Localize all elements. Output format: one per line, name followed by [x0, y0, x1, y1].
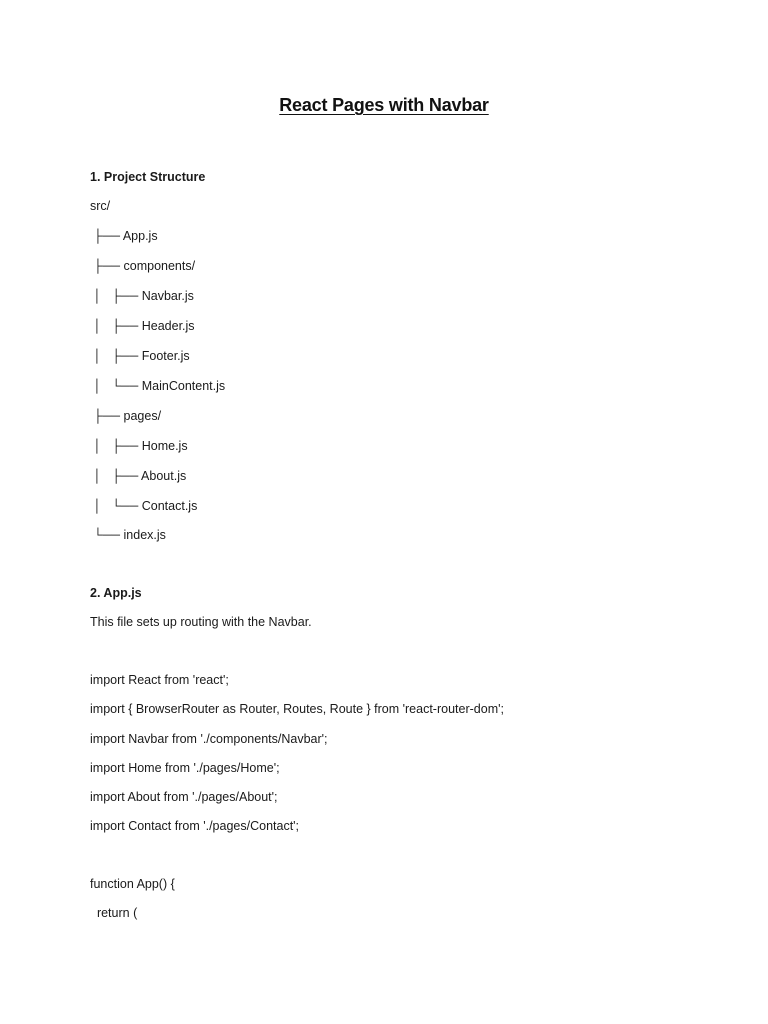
- tree-line: │ └── Contact.js: [90, 499, 198, 513]
- tree-line: │ ├── Home.js: [90, 439, 188, 453]
- code-line: import React from 'react';: [90, 673, 229, 687]
- section-heading-project-structure: 1. Project Structure: [90, 170, 206, 184]
- tree-line: ├── App.js: [90, 229, 158, 243]
- page-title: React Pages with Navbar: [279, 95, 489, 115]
- code-line: function App() {: [90, 877, 175, 891]
- section-heading-app-js: 2. App.js: [90, 586, 142, 600]
- code-line: import About from './pages/About';: [90, 790, 278, 804]
- tree-line: │ ├── About.js: [90, 469, 187, 483]
- tree-line: │ └── MainContent.js: [90, 379, 226, 393]
- section-description: This file sets up routing with the Navbar.: [90, 615, 312, 629]
- tree-line: src/: [90, 199, 111, 213]
- tree-line: ├── pages/: [90, 409, 162, 423]
- code-line: import Home from './pages/Home';: [90, 761, 280, 775]
- tree-line: │ ├── Footer.js: [90, 349, 190, 363]
- tree-line: │ ├── Navbar.js: [90, 289, 194, 303]
- tree-line: ├── components/: [90, 259, 196, 273]
- code-line: return (: [90, 906, 138, 920]
- code-line: import Navbar from './components/Navbar';: [90, 732, 328, 746]
- code-line: import { BrowserRouter as Router, Routes, Route } from 'react-router-dom';: [90, 702, 504, 716]
- tree-line: │ ├── Header.js: [90, 319, 195, 333]
- code-line: import Contact from './pages/Contact';: [90, 819, 300, 833]
- tree-line: └── index.js: [90, 528, 166, 542]
